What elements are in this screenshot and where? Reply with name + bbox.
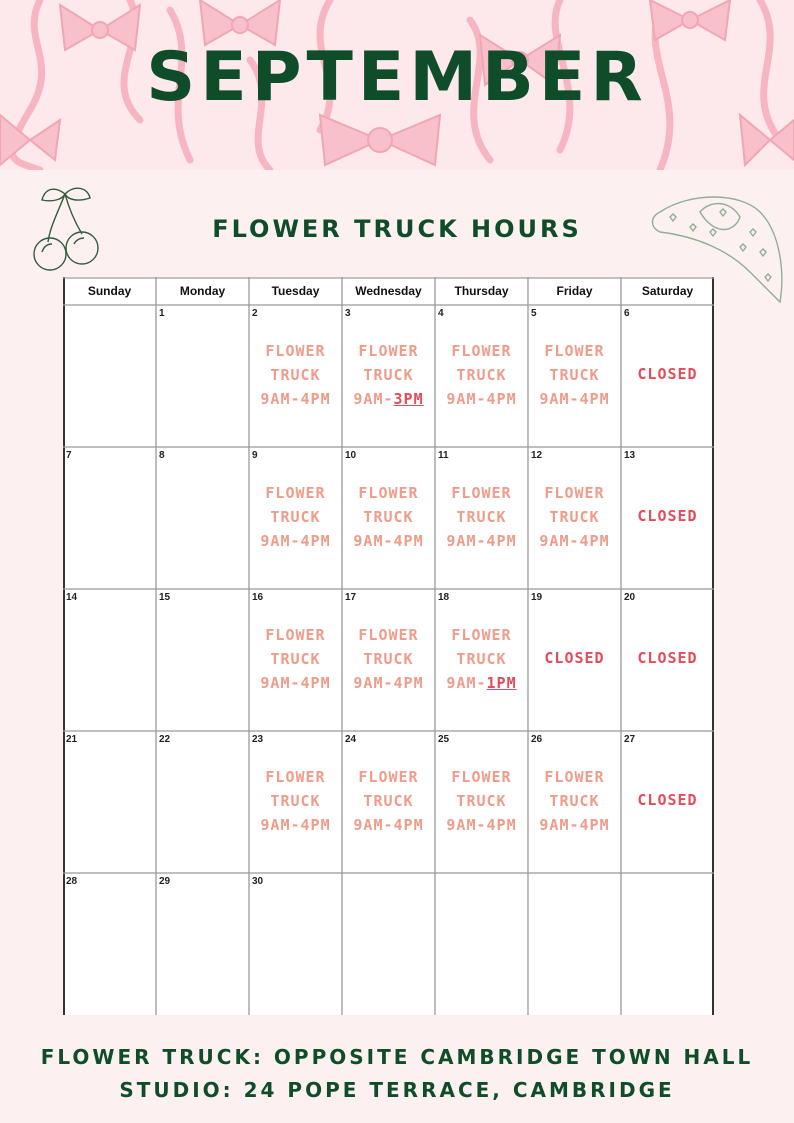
flower-truck-hours: FLOWER TRUCK 9AM-4PM [260,342,331,408]
flower-truck-hours: FLOWER TRUCK 9AM-4PM [446,768,517,834]
closed-label: CLOSED [637,365,698,383]
day-number: 5 [531,308,537,319]
flower-truck-hours: FLOWER TRUCK 9AM-4PM [539,768,610,834]
day-number: 23 [252,734,264,745]
flower-truck-hours: FLOWER TRUCK 9AM-1PM [446,626,517,692]
flower-truck-hours: FLOWER TRUCK 9AM-3PM [353,342,424,408]
flower-truck-hours: FLOWER TRUCK 9AM-4PM [539,342,610,408]
day-number: 3 [345,308,351,319]
closed-label: CLOSED [637,649,698,667]
day-number: 7 [66,450,72,461]
day-number: 21 [66,734,78,745]
day-number: 18 [438,592,450,603]
day-number: 12 [531,450,543,461]
day-number: 8 [159,450,165,461]
day-number: 22 [159,734,171,745]
day-number: 16 [252,592,264,603]
day-number: 17 [345,592,357,603]
day-number: 24 [345,734,357,745]
flower-truck-hours: FLOWER TRUCK 9AM-4PM [353,484,424,550]
weekday-header: Monday [179,284,226,298]
day-number: 9 [252,450,258,461]
flower-truck-hours: FLOWER TRUCK 9AM-4PM [260,768,331,834]
day-number: 25 [438,734,450,745]
flower-truck-hours: FLOWER TRUCK 9AM-4PM [353,768,424,834]
cherry-icon [20,182,105,277]
flower-truck-hours: FLOWER TRUCK 9AM-4PM [539,484,610,550]
day-number: 6 [624,308,630,319]
day-number: 11 [438,450,449,461]
flower-truck-hours: FLOWER TRUCK 9AM-4PM [353,626,424,692]
weekday-header: Tuesday [271,284,320,298]
day-number: 19 [531,592,543,603]
footer-truck-location: FLOWER TRUCK: OPPOSITE CAMBRIDGE TOWN HALL [40,1045,754,1069]
day-number: 28 [66,876,78,887]
weekday-header: Friday [556,284,593,298]
page-subtitle: FLOWER TRUCK HOURS [212,215,582,243]
weekday-header: Thursday [454,284,509,298]
day-number: 27 [624,734,636,745]
day-number: 4 [438,308,444,319]
closed-label: CLOSED [544,649,605,667]
weekday-header: Wednesday [355,284,422,298]
flower-truck-hours: FLOWER TRUCK 9AM-4PM [260,484,331,550]
calendar-grid [63,277,714,1015]
day-number: 13 [624,450,636,461]
weekday-header: Saturday [641,284,694,298]
day-number: 20 [624,592,636,603]
flower-truck-hours: FLOWER TRUCK 9AM-4PM [446,342,517,408]
day-number: 30 [252,876,264,887]
page-title: SEPTEMBER [146,38,648,117]
day-number: 15 [159,592,171,603]
day-number: 1 [159,308,165,319]
flower-truck-hours: FLOWER TRUCK 9AM-4PM [446,484,517,550]
early-close-time: 1PM [486,674,517,692]
day-number: 26 [531,734,543,745]
footer-studio-address: STUDIO: 24 POPE TERRACE, CAMBRIDGE [119,1078,675,1102]
weekday-header: Sunday [87,284,132,298]
flower-truck-hours: FLOWER TRUCK 9AM-4PM [260,626,331,692]
day-number: 2 [252,308,258,319]
day-number: 29 [159,876,171,887]
day-number: 10 [345,450,357,461]
day-number: 14 [66,592,78,603]
closed-label: CLOSED [637,507,698,525]
closed-label: CLOSED [637,791,698,809]
early-close-time: 3PM [393,390,424,408]
